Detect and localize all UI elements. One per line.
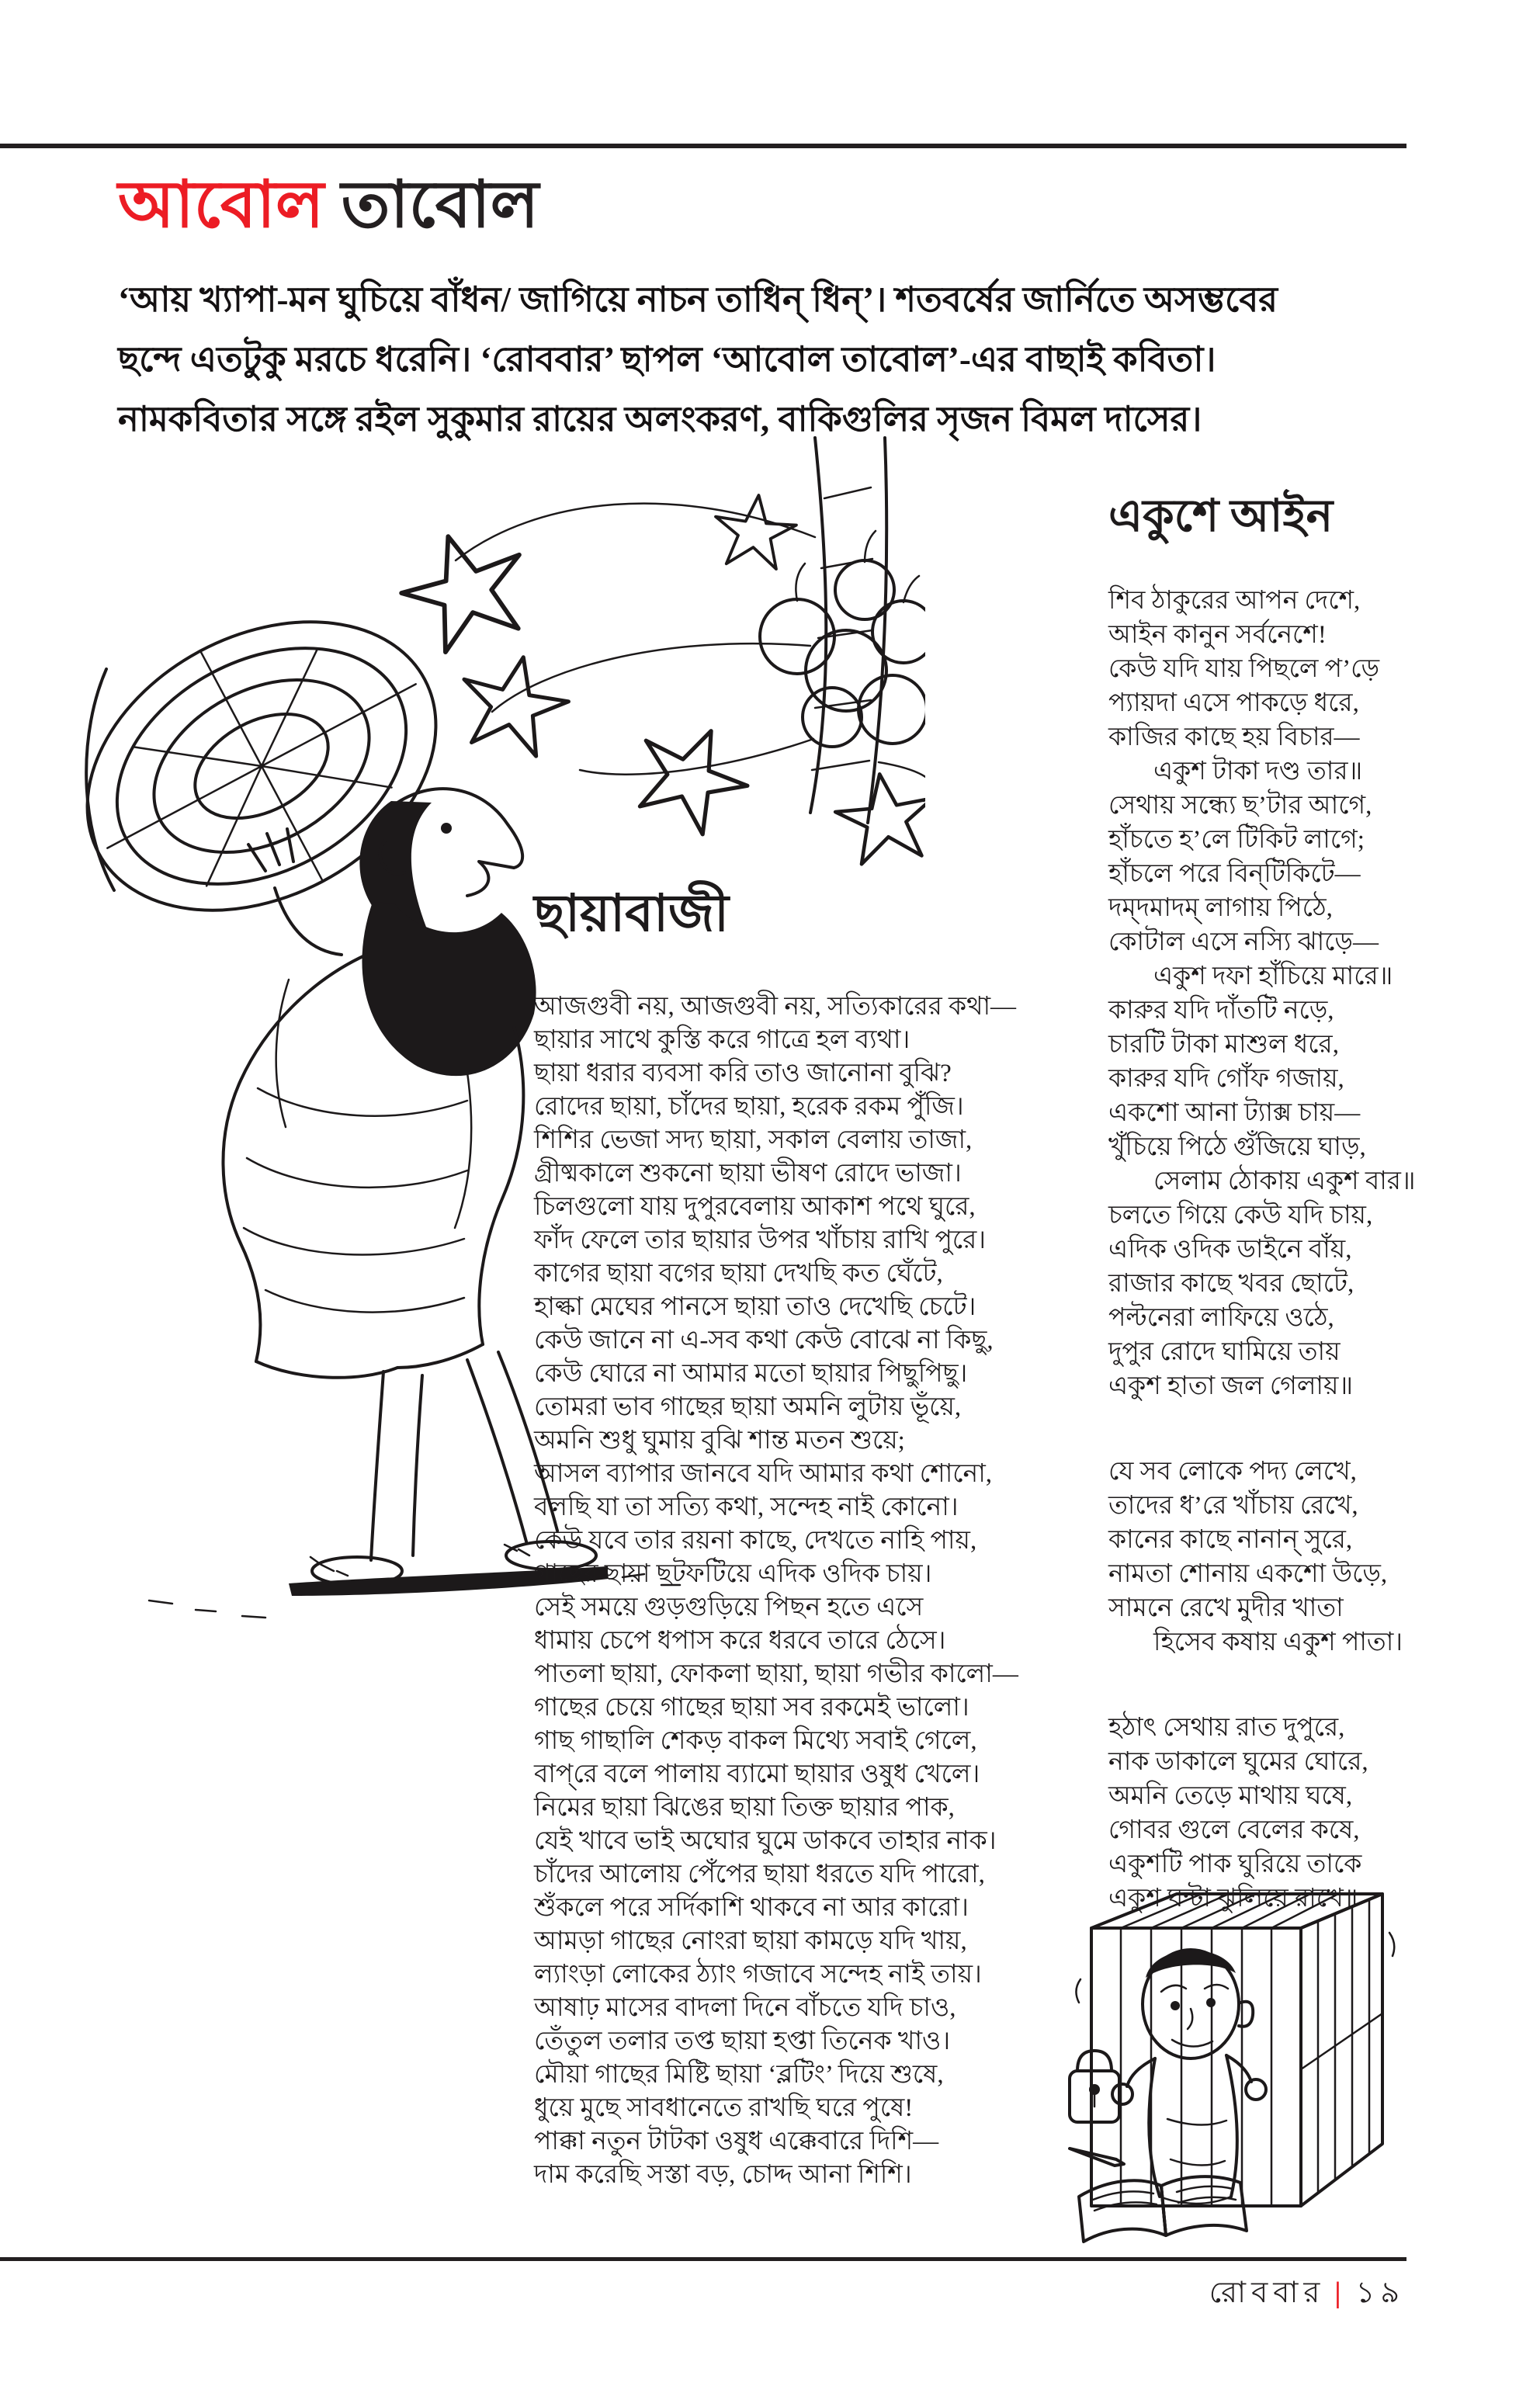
poem-line: একুশ হাতা জল গেলায়॥ [1108, 1372, 1354, 1400]
nose [1188, 2009, 1192, 2029]
poem-line: হিসেব কষায় একুশ পাতা। [1153, 1628, 1403, 1656]
poem-title-ekushe-ain: একুশে আইন [1108, 491, 1334, 541]
poem-line: প্যায়দা এসে পাকড়ে ধরে, [1108, 689, 1359, 717]
poem-line: নামতা শোনায় একশো উড়ে, [1108, 1560, 1388, 1588]
poem-line: গোবর গুলে বেলের কষে, [1108, 1816, 1360, 1844]
poem-line: ল্যাংড়া লোকের ঠ্যাং গজাবে সন্দেহ নাই তায়। [534, 1961, 982, 1989]
page-title [118, 154, 539, 263]
footer-separator: | [1334, 2277, 1347, 2309]
poem-line: অমনি শুধু ঘুমায় বুঝি শান্ত মতন শুয়ে; [534, 1427, 905, 1455]
left-fist [1112, 2084, 1132, 2104]
padlock [1068, 2051, 1119, 2147]
poem-line: পাতলা ছায়া, ফোকলা ছায়া, ছায়া গভীর কালো— [534, 1660, 1018, 1688]
intro-line: নামকবিতার সঙ্গে রইল সুকুমার রায়ের অলংকরণ, বাকিগুলির সৃজন বিমল দাসের। [118, 400, 1202, 439]
poem-line: কেউ জানে না এ-সব কথা কেউ বোঝে না কিছু, [534, 1327, 994, 1354]
poem-line: ধামায় চেপে ধপাস করে ধরবে তারে ঠেসে। [534, 1627, 946, 1655]
poem-line: কানের কাছে নানান্‌ সুরে, [1108, 1526, 1353, 1554]
poem-line: আইন কানুন সর্বনেশে! [1108, 621, 1327, 649]
poem-line: কারুর যদি গোঁফ গজায়, [1108, 1065, 1344, 1093]
poem-line: আসল ব্যাপার জানবে যদি আমার কথা শোনো, [534, 1460, 993, 1488]
poem-line: একুশটি পাক ঘুরিয়ে তাকে [1108, 1850, 1362, 1878]
poem-line: একুশ ঘন্টা ঝুলিয়ে রাখে॥ [1108, 1885, 1358, 1913]
robe-right-edge [479, 1026, 523, 1344]
poem-line: কাজির কাছে হয় বিচার— [1108, 723, 1360, 751]
poem-ekushe-ain [1108, 584, 1416, 1916]
footer [1209, 2270, 1405, 2319]
intro-line: ছন্দে এতটুকু মরচে ধরেনি। ‘রোববার’ ছাপল ‘আবোল তাবোল’-এর বাছাই কবিতা। [118, 340, 1216, 379]
poem-line: তোমরা ভাব গাছের ছায়া অমনি লুটায় ভূঁয়ে, [534, 1393, 962, 1421]
poem-line: সেলাম ঠোকায় একুশ বার॥ [1153, 1167, 1416, 1195]
poem-line: তেঁতুল তলার তপ্ত ছায়া হপ্তা তিনেক খাও। [534, 2027, 951, 2055]
poem-line: আষাঢ় মাসের বাদলা দিনে বাঁচতে যদি চাও, [534, 1994, 956, 2022]
poem-line: রোদের ছায়া, চাঁদের ছায়া, হরেক রকম পুঁজি। [534, 1093, 964, 1121]
pen [1070, 2148, 1124, 2166]
poem-title-chhayabaji: ছায়াবাজী [534, 886, 729, 942]
poem-line: চারটি টাকা মাশুল ধরে, [1108, 1031, 1339, 1059]
poem-line: হাল্কা মেঘের পানসে ছায়া তাও দেখেছি চেটে। [534, 1293, 976, 1321]
poem-line: ছায়া ধরার ব্যবসা করি তাও জানোনা বুঝি? [534, 1060, 952, 1087]
poem-line: পল্টনেরা লাফিয়ে ওঠে, [1108, 1304, 1334, 1332]
cage-illustration [1068, 1886, 1402, 2255]
poem-line: দাম করেছি সস্তা বড়, চোদ্দ আনা শিশি। [534, 2161, 912, 2189]
poem-line: একুশ দফা হাঁচিয়ে মারে॥ [1153, 962, 1393, 990]
poem-line: গাছ গাছালি শেকড় বাকল মিথ্যে সবাই গেলে, [534, 1727, 977, 1755]
caged-man-ear [1239, 2002, 1253, 2027]
poem-line: এদিক ওদিক ডাইনে বাঁয়, [1108, 1236, 1352, 1264]
intro-line: ‘আয় খ্যাপা-মন ঘুচিয়ে বাঁধন/ জাগিয়ে নাচন তাধিন্ ধিন্’। শতবর্ষের জার্নিতে অসম্ভবের [118, 280, 1278, 319]
intro-paragraph [118, 270, 1445, 449]
poem-line: পাক্কা নতুন টাটকা ওষুধ এক্কেবারে দিশি— [534, 2128, 939, 2155]
poem-line: বাপ্‌রে বলে পালায় ব্যামো ছায়ার ওষুধ খেলে। [534, 1760, 980, 1788]
poem-line: বলছি যা তা সত্যি কথা, সন্দেহ নাই কোনো। [534, 1493, 959, 1521]
caged-man-hair [1146, 1951, 1236, 1978]
poem-line: একশো আনা ট্যাক্স চায়— [1108, 1099, 1361, 1127]
caged-man [1112, 1950, 1266, 2204]
caged-man-body [1149, 2055, 1237, 2197]
poem-line: শিশির ভেজা সদ্য ছায়া, সকাল বেলায় তাজা, [534, 1126, 973, 1154]
gourd-cluster [760, 531, 925, 747]
poem-line: সামনে রেখে মুদীর খাতা [1108, 1594, 1344, 1622]
poem-line: একুশ টাকা দণ্ড তার॥ [1153, 758, 1363, 786]
poem-line: ফাঁদ ফেলে তার ছায়ার উপর খাঁচায় রাখি পুরে। [534, 1226, 987, 1254]
poem-line: সেই সময়ে গুড়গুড়িয়ে পিছন হতে এসে [534, 1594, 924, 1621]
poem-line: শিব ঠাকুরের আপন দেশে, [1108, 587, 1361, 615]
poem-line: নিমের ছায়া ঝিঙের ছায়া তিক্ত ছায়ার পাক, [534, 1794, 955, 1822]
poem-line: কেউ ঘোরে না আমার মতো ছায়ার পিছুপিছু। [534, 1360, 968, 1388]
poem-line: কোটাল এসে নস্যি ঝাড়ে— [1108, 928, 1379, 956]
footer-magazine-name: রোববার [1209, 2277, 1326, 2309]
poem-chhayabaji [534, 990, 1018, 2192]
poem-line: কেউ যবে তার রয়না কাছে, দেখতে নাহি পায়, [534, 1527, 977, 1555]
poem-line: অমনি তেড়ে মাথায় ঘষে, [1108, 1782, 1353, 1810]
poem-line: কাগের ছায়া বগের ছায়া দেখছি কত ঘেঁটে, [534, 1260, 943, 1288]
poem-line: যেই খাবে ভাই অঘোর ঘুমে ডাকবে তাহার নাক। [534, 1827, 997, 1855]
vine-leaf [390, 491, 925, 867]
gourd-vine [390, 438, 925, 867]
robe-hem [256, 1344, 483, 1378]
poem-line: তাদের ধ’রে খাঁচায় রেখে, [1108, 1492, 1358, 1520]
poem-line: কেউ যদি যায় পিছলে প’ড়ে [1108, 655, 1380, 683]
poem-line: চলতে গিয়ে কেউ যদি চায়, [1108, 1202, 1373, 1229]
page-title-black: তাবোল [341, 169, 539, 241]
poem-line: নাক ডাকালে ঘুমের ঘোরে, [1108, 1748, 1368, 1776]
poem-line: যে সব লোকে পদ্য লেখে, [1108, 1458, 1357, 1486]
poem-line: হঠাৎ সেথায় রাত দুপুরে, [1108, 1714, 1345, 1742]
robe-left-edge [223, 955, 366, 1361]
poem-line: হাঁচলে পরে বিন্‌টিকিটে— [1108, 860, 1361, 888]
poem-line: চাঁদের আলোয় পেঁপের ছায়া ধরতে যদি পারো, [534, 1861, 985, 1888]
eyebrows [1161, 1985, 1228, 1992]
poem-line: আজগুবী নয়, আজগুবী নয়, সত্যিকারের কথা— [534, 993, 1017, 1021]
top-rule [0, 144, 1406, 148]
poem-line: আমড়া গাছের নোংরা ছায়া কামড়ে যদি খায়, [534, 1927, 967, 1955]
poem-line: রাজার কাছে খবর ছোটে, [1108, 1270, 1354, 1298]
frown-mouth [1172, 2040, 1212, 2047]
poem-line: দুপুর রোদে ঘামিয়ে তায় [1108, 1338, 1341, 1366]
poem-line: ছায়ার সাথে কুস্তি করে গাত্রে হল ব্যথা। [534, 1026, 910, 1054]
right-leg [371, 1372, 422, 1560]
page-title-red: আবোল [118, 169, 324, 241]
beard [362, 902, 536, 1076]
poem-line: শুঁকলে পরে সর্দিকাশি থাকবে না আর কারো। [534, 1894, 969, 1922]
right-fist [1246, 2079, 1266, 2100]
footer-page-number: ১৯ [1355, 2277, 1405, 2309]
poem-line: গ্রীষ্মকালে শুকনো ছায়া ভীষণ রোদে ভাজা। [534, 1160, 962, 1188]
eye [441, 823, 452, 834]
poem-line: হাঁচতে হ’লে টিকিট লাগে; [1108, 826, 1365, 854]
poem-line: চিলগুলো যায় দুপুরবেলায় আকাশ পথে ঘুরে, [534, 1193, 976, 1221]
footer-rule [0, 2257, 1406, 2261]
poem-line: কারুর যদি দাঁতটি নড়ে, [1108, 997, 1334, 1025]
poem-line: গাছের ছায়া ছটফটিয়ে এদিক ওদিক চায়। [534, 1560, 932, 1588]
poem-line: ধুয়ে মুছে সাবধানেতে রাখছি ঘরে পুষে! [534, 2094, 914, 2122]
poem-line: সেথায় সন্ধ্যে ছ’টার আগে, [1108, 792, 1372, 820]
open-book [1079, 2176, 1247, 2242]
poem-line: দম্‌দমাদম্‌ লাগায় পিঠে, [1108, 894, 1333, 922]
poem-line: মৌয়া গাছের মিষ্টি ছায়া ‘ব্লটিং’ দিয়ে শুষে, [534, 2061, 944, 2089]
poem-line: খুঁচিয়ে পিঠে গুঁজিয়ে ঘাড়, [1108, 1133, 1366, 1161]
poem-line: গাছের চেয়ে গাছের ছায়া সব রকমেই ভালো। [534, 1694, 969, 1722]
